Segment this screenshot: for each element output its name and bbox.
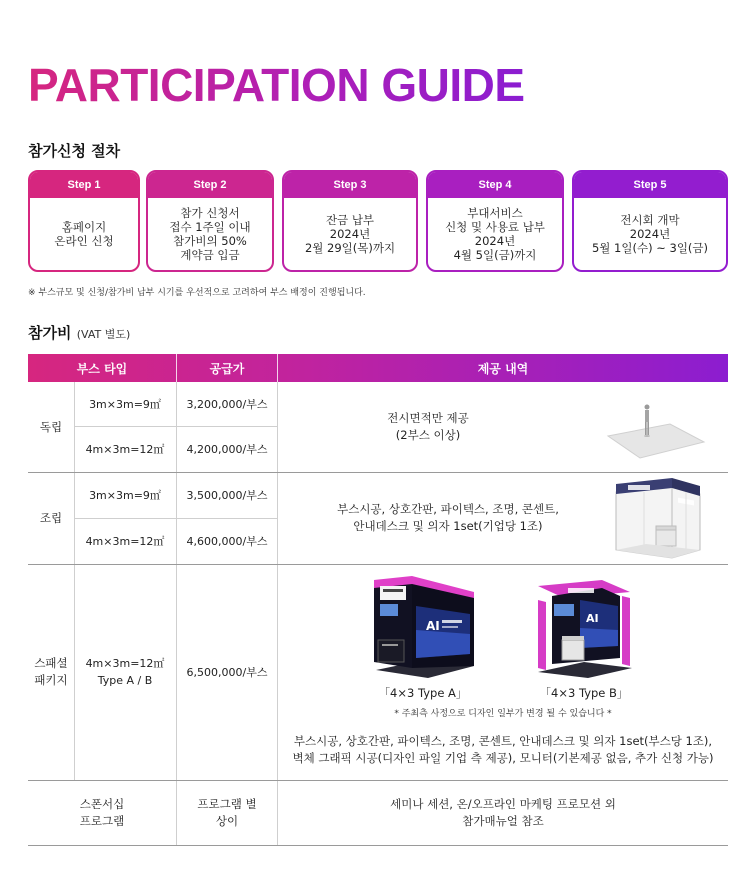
page-title: PARTICIPATION GUIDE xyxy=(28,59,525,111)
fee-heading xyxy=(28,322,130,343)
provided-assembled xyxy=(278,472,618,564)
col-provided: 제공 내역 xyxy=(477,361,529,376)
procedure-note: ※ 부스규모 및 신청/참가비 납부 시기를 우선적으로 고려하여 부스 배정이 진행됩니다. xyxy=(28,288,366,298)
price-special: 6,500,000/부스 xyxy=(186,665,268,679)
step-1-label: Step 1 xyxy=(30,172,138,198)
step-4-line: 부대서비스 xyxy=(467,206,523,220)
type-a-booth-illustration xyxy=(366,576,478,680)
step-1-card xyxy=(28,170,140,272)
step-list xyxy=(28,170,728,274)
size-special-line: Type A / B xyxy=(97,674,153,687)
size-special-line: 4m×3m=12㎡ xyxy=(85,657,165,670)
type-special xyxy=(28,564,74,780)
type-special-line: 패키지 xyxy=(34,673,68,687)
svg-text:AI: AI xyxy=(586,612,599,625)
price-cell: 4,200,000/부스 xyxy=(186,443,268,456)
size-cell: 4m×3m=12㎡ xyxy=(85,443,165,456)
type-sponsorship-line: 스폰서십 xyxy=(79,796,125,811)
caption-type-a: 「4×3 Type A」 xyxy=(378,685,468,700)
step-3-label: Step 3 xyxy=(284,172,416,198)
step-2-card xyxy=(146,170,274,272)
step-2-line: 참가비의 50% xyxy=(173,234,247,248)
type-sponsorship-line: 프로그램 xyxy=(79,813,125,828)
step-4-line: 신청 및 사용료 납부 xyxy=(445,220,545,234)
size-cell: 3m×3m=9㎡ xyxy=(89,488,161,502)
price-cell: 3,200,000/부스 xyxy=(186,397,268,411)
price-sponsorship-line: 프로그램 별 xyxy=(197,796,257,811)
provided-line: 참가매뉴얼 참조 xyxy=(462,813,544,828)
col-booth-type: 부스 타입 xyxy=(76,361,128,376)
provided-line: 안내데스크 및 의자 1set(기업당 1조) xyxy=(353,519,543,533)
step-5-card xyxy=(572,170,728,272)
col-price: 공급가 xyxy=(209,361,245,376)
design-change-note: * 주최측 사정으로 디자인 일부가 변경 될 수 있습니다 * xyxy=(394,708,612,719)
step-3-card xyxy=(282,170,418,272)
step-2-line: 참가 신청서 xyxy=(180,206,240,220)
provided-line: 부스시공, 상호간판, 파이텍스, 조명, 콘센트, xyxy=(337,502,559,516)
step-3-line: 잔금 납부 xyxy=(325,213,375,227)
size-special xyxy=(74,564,176,780)
step-4-line: 2024년 xyxy=(474,234,516,248)
fee-table xyxy=(28,354,728,846)
provided-sponsorship xyxy=(278,780,728,845)
price-sponsorship-line: 상이 xyxy=(215,813,239,828)
svg-text:AI: AI xyxy=(426,619,440,633)
type-assembled: 조립 xyxy=(39,510,63,525)
step-1-line: 홈페이지 xyxy=(61,220,107,234)
provided-line: (2부스 이상) xyxy=(395,428,461,442)
step-5-line: 2024년 xyxy=(629,227,671,241)
size-cell: 3m×3m=9㎡ xyxy=(89,397,161,411)
step-5-label: Step 5 xyxy=(574,172,726,198)
type-sponsorship xyxy=(28,780,176,845)
provided-line: 벽체 그래픽 시공(디자인 파일 기업 측 제공), 모니터(기본제공 없음, 추가 신청 가능) xyxy=(292,751,714,765)
step-5-line: 전시회 개막 xyxy=(620,213,680,227)
type-independent: 독립 xyxy=(39,419,63,434)
fee-heading-text: 참가비 xyxy=(28,324,72,342)
step-2-label: Step 2 xyxy=(148,172,272,198)
price-sponsorship xyxy=(177,780,277,845)
step-2-line: 접수 1주일 이내 xyxy=(169,220,251,234)
size-cell: 4m×3m=12㎡ xyxy=(85,535,165,548)
provided-line: 세미나 세션, 온/오프라인 마케팅 프로모션 외 xyxy=(390,796,616,811)
step-4-card xyxy=(426,170,564,272)
type-b-booth-illustration xyxy=(532,576,636,680)
type-special-line: 스패셜 xyxy=(34,656,68,670)
table-header xyxy=(28,354,728,382)
provided-line: 전시면적만 제공 xyxy=(387,411,469,425)
procedure-heading: 참가신청 절차 xyxy=(28,142,121,160)
step-4-line: 4월 5일(금)까지 xyxy=(453,248,537,262)
step-5-line: 5월 1일(수) ~ 3일(금) xyxy=(591,241,709,255)
step-3-line: 2024년 xyxy=(329,227,371,241)
floor-space-illustration xyxy=(600,398,706,464)
step-2-line: 계약금 입금 xyxy=(180,248,240,262)
step-4-label: Step 4 xyxy=(428,172,562,198)
provided-line: 부스시공, 상호간판, 파이텍스, 조명, 콘센트, 안내데스크 및 의자 1set(부스당 1조), xyxy=(293,734,713,748)
provided-independent xyxy=(278,382,578,472)
fee-vat-note: (VAT 별도) xyxy=(76,328,131,341)
provided-special xyxy=(278,724,728,776)
step-1-line: 온라인 신청 xyxy=(54,234,114,248)
price-cell: 3,500,000/부스 xyxy=(186,488,268,502)
shell-booth-illustration xyxy=(612,476,704,560)
price-cell: 4,600,000/부스 xyxy=(186,535,268,548)
caption-type-b: 「4×3 Type B」 xyxy=(539,685,629,700)
step-3-line: 2월 29일(목)까지 xyxy=(304,241,396,255)
